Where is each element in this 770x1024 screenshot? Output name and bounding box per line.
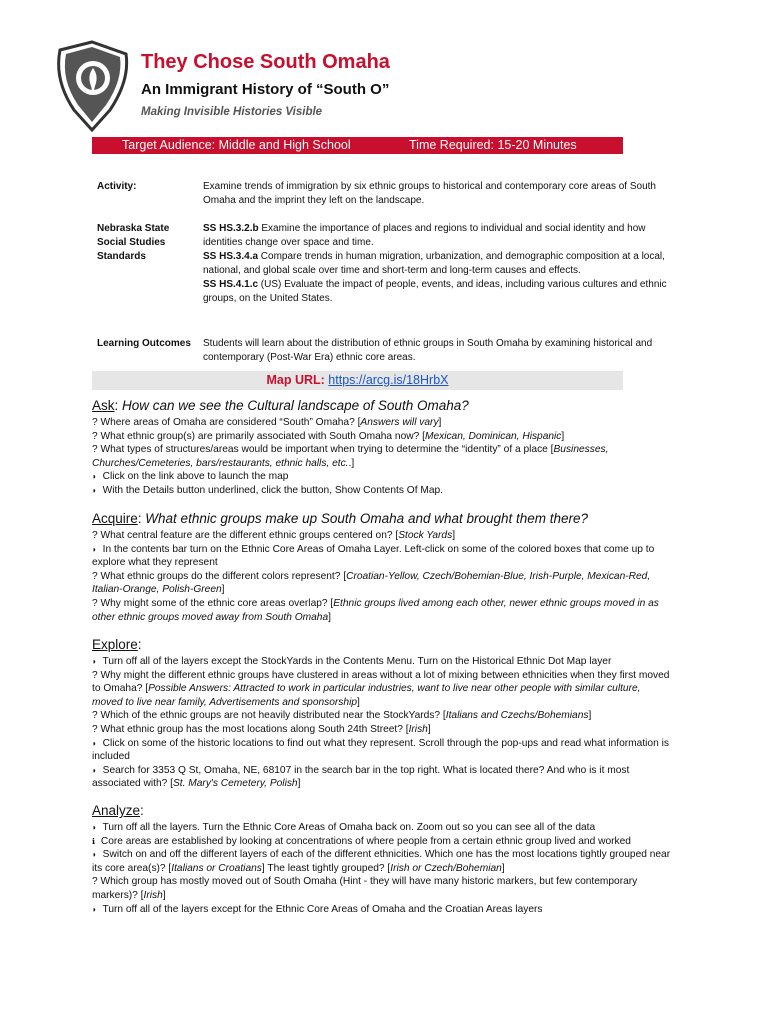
map-url-link[interactable]: https://arcg.is/18HrbX (328, 373, 449, 387)
line-text: Turn off all of the layers except the StockYards in the Contents Menu. Turn on the Historical Ethnic Dot Map layer (99, 656, 612, 667)
outcomes-label: Learning Outcomes (97, 338, 191, 349)
line-text: With the Details button underlined, click the button, Show Contents Of Map. (99, 484, 444, 496)
section-analyze (92, 802, 672, 916)
section-acquire (92, 510, 672, 624)
line-text: .] (348, 457, 355, 469)
section-question: How can we see the Cultural landscape of South Omaha? (122, 398, 469, 413)
answer-text: Irish (143, 889, 163, 901)
line-text: ] (297, 778, 301, 790)
standards-label: Nebraska State Social Studies Standards (97, 223, 170, 262)
instruction-line (92, 903, 672, 917)
instruction-line (92, 470, 672, 484)
bullet-icon: ◗ (92, 485, 97, 495)
instruction-line (92, 529, 672, 543)
line-text: Click on some of the historic locations to find out what they represent. Scroll through the pop-ups and read what information is included (92, 737, 669, 763)
answer-text: St. Mary's Cemetery, Polish (172, 778, 298, 790)
line-text: ] (427, 723, 431, 735)
instruction-line (92, 430, 672, 444)
line-text: ? Where areas of Omaha are considered “South” Omaha? [ (92, 417, 361, 428)
section-lines (92, 655, 672, 791)
standard-text: (US) Evaluate the impact of people, events, and ideas, including various cultures and ethnic groups, on the United States. (203, 279, 667, 304)
line-text: ? What types of structures/areas would be important when trying to determine the “identity” of a place [ (92, 444, 554, 456)
section-question: What ethnic groups make up South Omaha and what brought them there? (145, 511, 589, 526)
standard-item (203, 250, 678, 278)
line-text: ? What ethnic group has the most locations along South 24th Street? [ (92, 723, 409, 735)
section-explore (92, 636, 672, 791)
line-text: ] (452, 530, 456, 541)
instruction-line (92, 669, 672, 710)
bullet-icon: ◗ (92, 472, 97, 482)
line-text: ? Why might the different ethnic groups have clustered in areas without a lot of mixing between ethnicities when they first moved to Omaha? [ (92, 669, 670, 695)
section-heading: Acquire: What ethnic groups make up South Omaha and what brought them there? (92, 511, 589, 526)
answer-text: Businesses, Churches/Cemeteries, bars/restaurants, ethnic halls, etc. (92, 444, 609, 469)
line-text: Search for 3353 Q St, Omaha, NE, 68107 in the search bar in the top right. What is located there? And who is it most associated with? [ (92, 764, 630, 790)
answer-text: Irish or Czech/Bohemian (390, 862, 502, 874)
answer-text: Italians and Czechs/Bohemians (445, 710, 589, 722)
line-text: Click on the link above to launch the map (99, 471, 289, 483)
section-lines (92, 821, 672, 916)
standard-text: Examine the importance of places and regions to individual and social identity and how identities change over space and time. (203, 223, 646, 248)
bullet-icon: ◗ (92, 850, 97, 860)
target-audience: Target Audience: Middle and High School (122, 138, 351, 152)
standard-item (203, 222, 678, 250)
map-url-bar (92, 371, 623, 390)
instruction-line (92, 416, 672, 430)
section-heading: Analyze: (92, 803, 144, 818)
instruction-line (92, 848, 672, 875)
line-text: Core areas are established by looking at concentrations of where people from a certain ethnic group lived and worked (98, 835, 631, 847)
standard-text: Compare trends in human migration, urbanization, and demographic composition at a local, national, and global scale over time and short-term and long-term causes and effects. (203, 251, 665, 276)
line-text: ? What central feature are the different ethnic groups centered on? [ (92, 530, 399, 541)
instruction-line (92, 543, 672, 570)
section-lines (92, 529, 672, 624)
line-text: ] (221, 584, 225, 596)
section-word: Explore (92, 637, 138, 652)
instruction-line (92, 723, 672, 737)
answer-text: Irish (408, 723, 428, 735)
line-text: ] (561, 430, 565, 442)
standard-code: SS HS.3.2.b (203, 223, 259, 234)
standard-item (203, 278, 678, 306)
standards-list (203, 222, 678, 306)
line-text: ? Which of the ethnic groups are not heavily distributed near the StockYards? [ (92, 710, 446, 722)
answer-text: Answers will vary (360, 417, 439, 428)
instruction-line (92, 570, 672, 597)
section-heading: Ask: How can we see the Cultural landscape of South Omaha? (92, 398, 469, 413)
logo-icon (52, 40, 132, 132)
instruction-line (92, 443, 672, 470)
page-subtitle: An Immigrant History of “South O” (141, 81, 390, 98)
instruction-line (92, 484, 672, 498)
section-ask (92, 397, 672, 498)
instruction-line (92, 835, 672, 849)
bullet-icon: ℹ (92, 836, 96, 846)
line-text: ? What ethnic group(s) are primarily associated with South Omaha now? [ (92, 430, 425, 442)
line-text: ] (438, 417, 442, 428)
line-text: ? What ethnic groups do the different colors represent? [ (92, 570, 347, 582)
map-url-label: Map URL: (266, 373, 325, 387)
instruction-line (92, 764, 672, 791)
instruction-line (92, 737, 672, 764)
line-text: ] (357, 696, 360, 708)
line-text: ] (162, 889, 166, 901)
standard-code: SS HS.4.1.c (203, 279, 259, 290)
answer-text: Croatian-Yellow, Czech/Bohemian-Blue, Irish-Purple, Mexican-Red, Italian-Orange, Polish-Green (92, 570, 651, 596)
bullet-icon: ◗ (92, 765, 97, 775)
time-required: Time Required: 15-20 Minutes (409, 138, 577, 152)
answer-text: Possible Answers: Attracted to work in particular industries, want to live near other people with similar culture, moved to live near family, Advertisements and sponsorship (92, 683, 641, 708)
page-title: They Chose South Omaha (141, 51, 390, 73)
bullet-icon: ◗ (92, 823, 97, 832)
answer-text: Italians or Croatians (171, 862, 262, 874)
line-text: Turn off all of the layers except for the Ethnic Core Areas of Omaha and the Croatian Areas layers (99, 903, 543, 915)
line-text: Switch on and off the different layers of each of the different ethnicities. Which one has the most locations tightly grouped near its core area(s)? [ (92, 849, 671, 874)
line-text: ] (588, 710, 592, 722)
instruction-line (92, 875, 672, 902)
section-word: Acquire (92, 511, 138, 526)
answer-text: Ethnic groups lived among each other, newer ethnic groups moved in as other ethnic groups moved away from South Omaha (92, 597, 659, 623)
bullet-icon: ◗ (92, 738, 97, 748)
answer-text: Mexican, Dominican, Hispanic (424, 430, 562, 442)
bullet-icon: ◗ (92, 904, 97, 914)
instruction-line (92, 597, 672, 624)
instruction-line (92, 821, 672, 835)
audience-banner (92, 137, 623, 154)
bullet-icon: ◗ (92, 657, 97, 666)
line-text: ] (501, 862, 505, 874)
bullet-icon: ◗ (92, 544, 97, 554)
activity-text: Examine trends of immigration by six ethnic groups to historical and contemporary core areas of South Omaha and the imprint they left on the landscape. (203, 181, 656, 206)
line-text: ] (328, 611, 331, 623)
section-lines (92, 416, 672, 498)
instruction-line (92, 709, 672, 723)
section-heading: Explore: (92, 637, 142, 652)
answer-text: Stock Yards (398, 530, 453, 541)
line-text: In the contents bar turn on the Ethnic Core Areas of Omaha Layer. Left-click on some of the colored boxes that come up to explore what they represent (92, 543, 655, 569)
line-text: ? Why might some of the ethnic core areas overlap? [ (92, 597, 334, 609)
line-text: Turn off all the layers. Turn the Ethnic Core Areas of Omaha back on. Zoom out so you can see all of the data (99, 822, 596, 833)
section-word: Ask (92, 398, 115, 413)
tagline: Making Invisible Histories Visible (141, 106, 323, 118)
activity-label: Activity: (97, 181, 137, 192)
line-text: ? Which group has mostly moved out of South Omaha (Hint - they will have many historic markers, but few contemporary markers)? [ (92, 876, 638, 901)
instruction-line (92, 655, 672, 669)
section-word: Analyze (92, 803, 141, 818)
outcomes-text: Students will learn about the distribution of ethnic groups in South Omaha by examining historical and contemporary (Post-War Era) ethnic core areas. (203, 338, 653, 363)
standard-code: SS HS.3.4.a (203, 251, 259, 262)
line-text: ] The least tightly grouped? [ (261, 862, 391, 874)
